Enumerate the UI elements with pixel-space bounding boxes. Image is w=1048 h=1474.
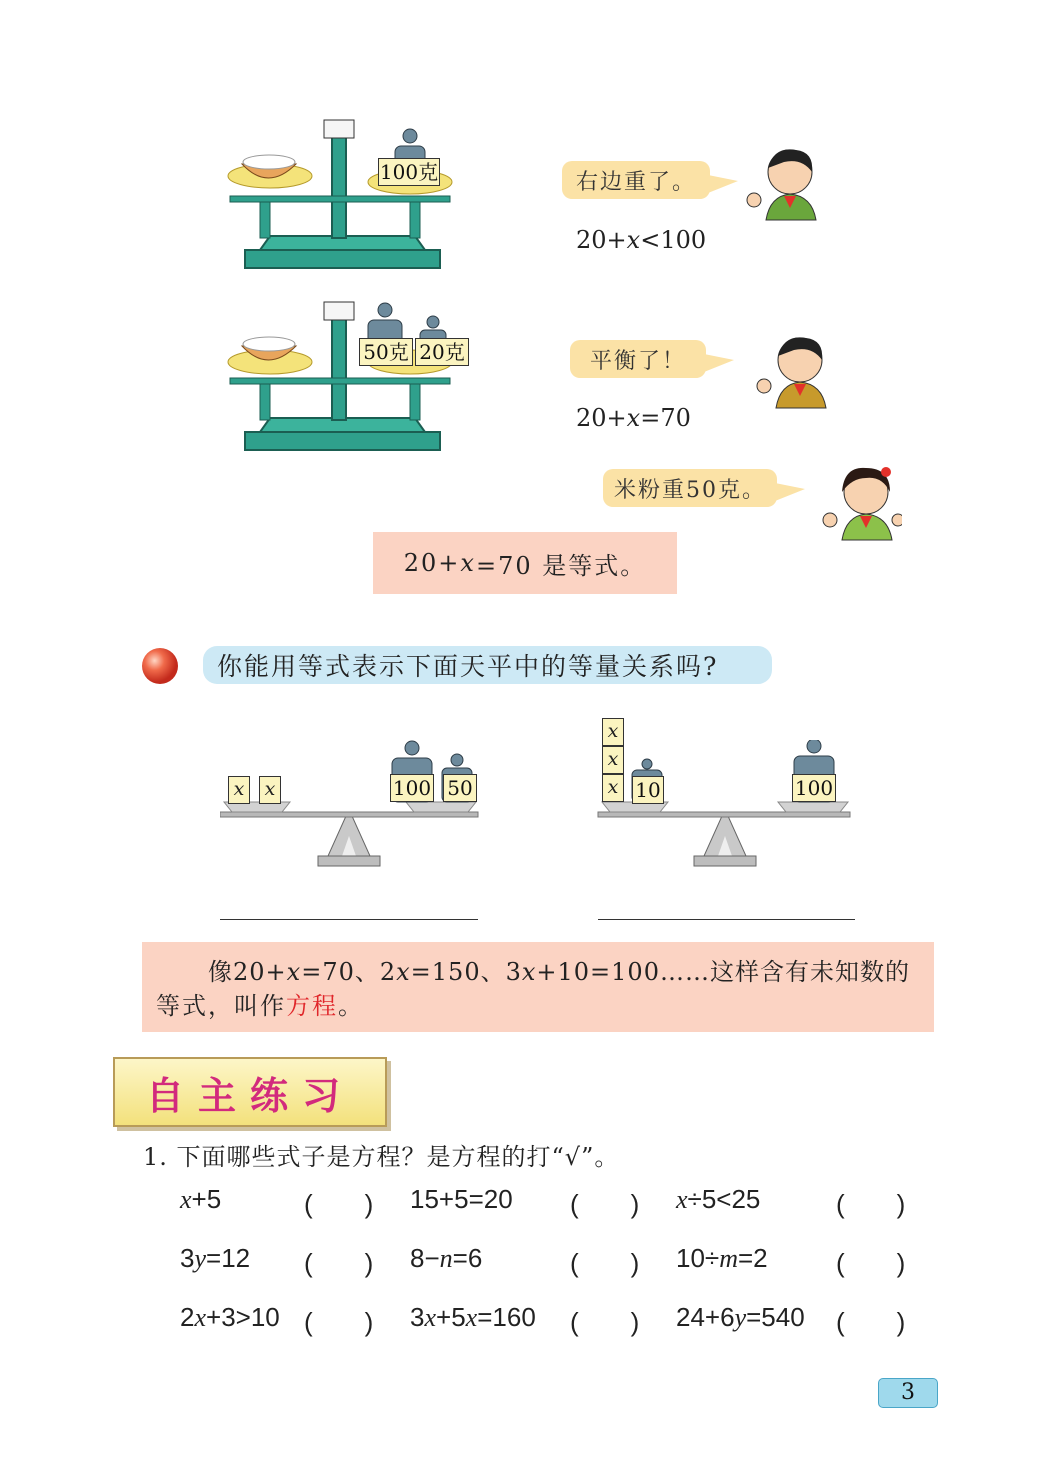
answer-parentheses[interactable]: ( ) — [304, 1248, 374, 1278]
expr-variable: x — [465, 1303, 478, 1332]
definition-variable: x — [521, 958, 537, 986]
equality-conclusion-box — [373, 532, 677, 594]
equation-variable: x — [626, 226, 641, 254]
expression-item — [410, 1302, 536, 1333]
seesaw-balance-right-icon — [596, 740, 856, 872]
boy-character-icon — [744, 142, 824, 222]
definition-variable: x — [396, 958, 411, 986]
question-prompt: 你能用等式表示下面天平中的等量关系吗? — [203, 646, 772, 684]
seesaw-balance-left-icon — [220, 740, 480, 872]
conclusion-part: 20+ — [403, 549, 461, 577]
equation-part: 20+ — [576, 226, 627, 254]
expr-part: ÷5<25 — [687, 1184, 761, 1214]
equation-variable: x — [626, 404, 641, 432]
speech-bubble-balanced: 平衡了！ — [570, 340, 706, 378]
weight-label-10: 10 — [632, 776, 664, 804]
expr-part: =12 — [206, 1243, 251, 1273]
expr-variable: n — [439, 1244, 453, 1273]
expression-item — [410, 1243, 482, 1274]
answer-parentheses[interactable]: ( ) — [836, 1189, 906, 1219]
expr-variable: m — [719, 1244, 738, 1273]
definition-part: =150、3 — [410, 958, 522, 986]
definition-variable: x — [286, 958, 302, 986]
speech-bubble-right-heavier: 右边重了。 — [562, 161, 710, 199]
balance-scale-icon — [228, 302, 452, 450]
speech-bubble-rice-weight: 米粉重50克。 — [603, 469, 777, 507]
equation-balanced — [576, 404, 691, 432]
equation-part: 20+ — [576, 404, 627, 432]
expr-variable: y — [194, 1244, 207, 1273]
definition-part: 。 — [338, 992, 364, 1020]
expr-part: 8− — [410, 1243, 440, 1273]
pan-balance-2-illustration — [220, 292, 480, 457]
expression-item — [676, 1302, 805, 1333]
weight-label-100g: 100克 — [379, 160, 439, 184]
girl-character-icon — [822, 460, 902, 542]
expr-part: 24+6 — [676, 1302, 735, 1332]
answer-parentheses[interactable]: ( ) — [836, 1248, 906, 1278]
conclusion-variable: x — [460, 549, 476, 577]
x-block: x — [602, 718, 624, 746]
x-block: x — [602, 774, 624, 802]
answer-parentheses[interactable]: ( ) — [570, 1307, 640, 1337]
expr-part: 3 — [410, 1302, 425, 1332]
expr-part: =540 — [746, 1302, 805, 1332]
pan-balance-1-illustration — [220, 110, 460, 275]
expr-variable: x — [180, 1185, 192, 1214]
weight-label-50: 50 — [443, 774, 477, 802]
expr-part: =2 — [737, 1243, 768, 1273]
definition-part: 像20+ — [208, 958, 287, 986]
expr-variable: x — [194, 1303, 207, 1332]
answer-parentheses[interactable]: ( ) — [836, 1307, 906, 1337]
expr-part: +5 — [191, 1184, 222, 1214]
exercise-1-prompt: 1. 下面哪些式子是方程？是方程的打“√”。 — [143, 1143, 620, 1171]
answer-line-left[interactable] — [220, 919, 478, 920]
page-number: 3 — [878, 1378, 938, 1408]
expr-part: 10÷ — [676, 1243, 720, 1273]
expr-part: +3>10 — [206, 1302, 280, 1332]
x-block: x — [602, 746, 624, 774]
expression-item — [180, 1184, 221, 1215]
answer-parentheses[interactable]: ( ) — [570, 1248, 640, 1278]
equation-right-heavier — [576, 226, 706, 254]
balance-scale-icon — [228, 120, 452, 268]
equation-part: =70 — [640, 404, 691, 432]
answer-parentheses[interactable]: ( ) — [304, 1189, 374, 1219]
weight-label-50g: 50克 — [359, 338, 413, 366]
x-block: x — [259, 776, 281, 804]
red-ball-bullet-icon — [140, 646, 180, 686]
definition-part: +10=100……这样含有未知数的 — [536, 958, 910, 986]
weight-label-20g: 20克 — [415, 338, 469, 366]
expr-variable: x — [676, 1185, 688, 1214]
definition-line-2 — [156, 988, 364, 1024]
expr-part: +5 — [436, 1302, 466, 1332]
weight-label-100: 100 — [792, 774, 836, 802]
expr-part: 2 — [180, 1302, 195, 1332]
definition-part: 等式，叫作 — [156, 992, 286, 1020]
answer-line-right[interactable] — [598, 919, 855, 920]
definition-line-1 — [208, 954, 910, 990]
expr-part: 15+5=20 — [410, 1184, 513, 1214]
weight-label-100: 100 — [390, 774, 434, 802]
answer-parentheses[interactable]: ( ) — [570, 1189, 640, 1219]
expression-item — [180, 1302, 280, 1333]
answer-parentheses[interactable]: ( ) — [304, 1307, 374, 1337]
expr-variable: x — [424, 1303, 437, 1332]
expr-part: 3 — [180, 1243, 195, 1273]
boy-character-icon — [754, 330, 834, 410]
expression-item — [676, 1184, 760, 1215]
definition-part: =70、2 — [301, 958, 397, 986]
x-block: x — [228, 776, 250, 804]
equation-part: <100 — [640, 226, 707, 254]
practice-banner: 自主练习 — [113, 1057, 387, 1127]
expr-part: =6 — [452, 1243, 483, 1273]
expression-item — [410, 1184, 513, 1215]
equation-definition-box — [142, 942, 934, 1032]
expression-item — [676, 1243, 768, 1274]
expr-variable: y — [734, 1303, 747, 1332]
definition-term: 方程 — [286, 992, 338, 1020]
conclusion-part: =70 是等式。 — [475, 551, 647, 580]
expr-part: =160 — [477, 1302, 536, 1332]
expression-item — [180, 1243, 250, 1274]
